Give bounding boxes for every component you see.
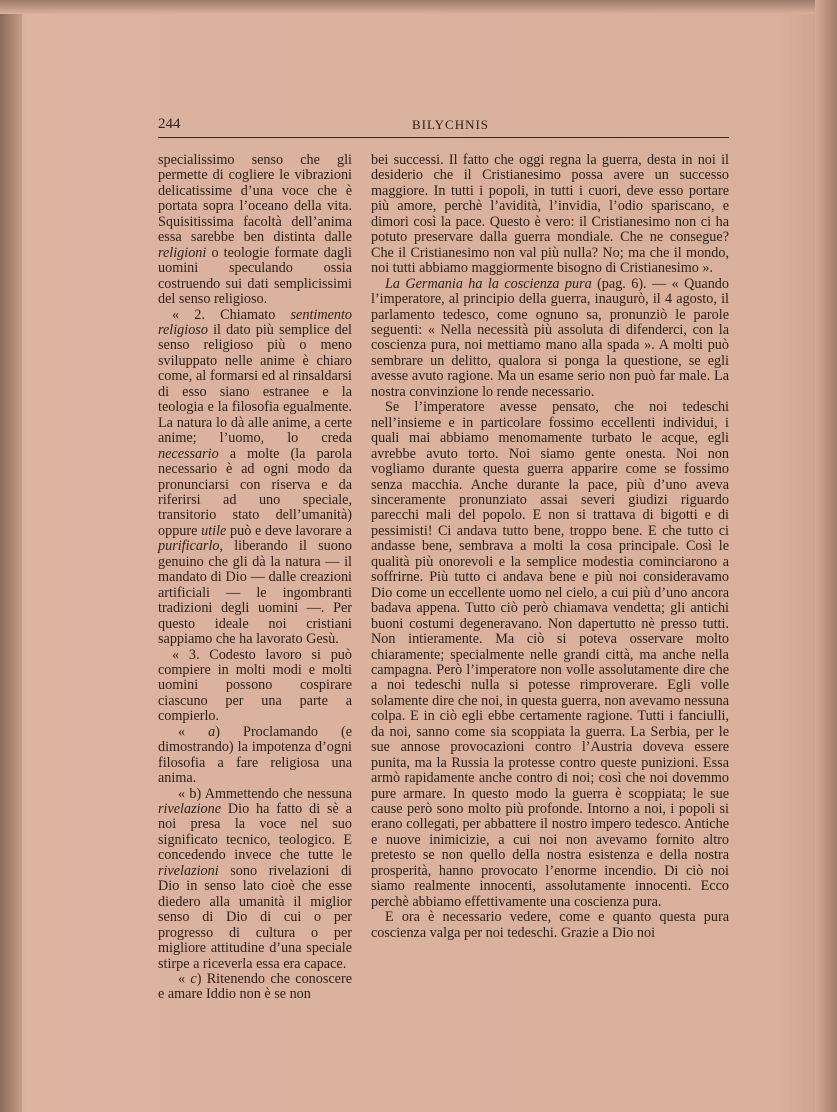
page-top-edge xyxy=(0,0,837,14)
page-header xyxy=(158,116,729,138)
paragraph: « 2. Chiamato sentimento religioso il dato più semplice del senso religioso più o meno sviluppato nelle anime è chiaro come, al formarsi ed al rinsaldarsi di esso siano estranee e la teologia e la filosofia egualmente. La natura lo dà alle anime, a certe anime; l’uomo, lo creda necessario a molte (la parola necessario è ad ogni modo da pronunciarsi con riserva e da riferirsi ad uno speciale, transitorio stato dell’umanità) oppure utile può e deve lavorare a purificarlo, liberando il suono genuino che gli dà la natura — il mandato di Dio — dalle creazioni artificiali — le ingombranti tradizioni degli uomini —. Per questo ideale noi cristiani sappiamo che ha lavorato Gesù. xyxy=(158,306,352,648)
running-title: BILYCHNIS xyxy=(412,117,490,132)
paragraph: Se l’imperatore avesse pensato, che noi tedeschi nell’insieme e in particolare fossimo eccellenti individui, i quali mai abbiamo menomamente turbato le acque, egli avrebbe avuto torto. Noi siamo gente onesta. Noi non vogliamo durante questa guerra apparire come se fossimo senza macchia. Anche durante la pace, più d’uno aveva sinceramente pronunziato assai severi giudizi riguardo parecchi mali del popolo. E non si trattava di bigotti e di pessimisti! Ci andava tutto bene, troppo bene. E che tutto ci andasse bene, sembrava a molti la cosa principale. Così le qualità più onorevoli e la semplice modestia cominciarono a soffrirne. Più tutto ci andava bene e più noi consideravamo Dio come un eccellente uomo nel cielo, a cui più d’uno ancora badava appena. Tutto ciò però chiamava vendetta; gli antichi buoni costumi degeneravano. Non dapertutto nè presso tutti. Non intieramente. Ma ciò si poteva osservare molto chiaramente; specialmente nelle grandi città, ma anche nella campagna. Però l’imperatore non volle assolutamente dire che a noi tedeschi nulla si potesse rimproverare. Egli volle solamente dire che noi, in questa guerra, non avevamo nessuna colpa. E in ciò egli ebbe certamente ragione. Tutti i fanciulli, da noi, sanno come sia scoppiata la guerra. La Serbia, per le sue annose provocazioni contro l’Austria doveva essere punita, ma la Russia la protesse contro queste punizioni. Essa armò rapidamente anche contro di noi; così che noi dovemmo pure armare. In questo modo la guerra è scoppiata; le sue cause però sono molto più profonde. Intorno a noi, i popoli si erano collegati, per abbattere il nostro impero tedesco. Antiche e nuove inimicizie, a cui noi non avevamo fornito altro pretesto se non quello della nostra esistenza e della nostra prosperità, hanno provocato l’enorme incendio. Di ciò noi siamo realmente innocenti, assolutamente innocenti. Ecco perchè abbiamo effettivamente una coscienza pura. xyxy=(371,399,729,910)
paragraph: E ora è necessario vedere, come e quanto questa pura coscienza valga per noi tedeschi. Grazie a Dio noi xyxy=(371,909,729,941)
left-column xyxy=(158,153,352,1003)
page-right-edge xyxy=(815,0,837,1112)
paragraph: specialissimo senso che gli permette di cogliere le vibrazioni delicatissime d’una voce che è portata sopra l’oceano della vita. Squisitissima facoltà dell’anima essa sarebbe ben distinta dalle religioni o teologie formate dagli uomini speculando ossia costruendo sui dati semplicissimi del senso religioso. xyxy=(158,152,352,308)
italic-span: utile xyxy=(201,522,227,539)
paragraph: La Germania ha la coscienza pura (pag. 6). — « Quando l’imperatore, al principio della guerra, inaugurò, il 4 agosto, il parlamento tedesco, come ognuno sa, pronunziò le parole seguenti: « Nella necessità più assoluta di difenderci, con la coscienza pura, noi mettiamo mano alla spada ». A molti può sembrare un delitto, qualora si ponga la questione, se egli avesse avuto ragione. Ma un esame serio non può far male. La nostra convinzione lo rende necessario. xyxy=(371,275,729,400)
right-column xyxy=(371,153,729,941)
paragraph: « b) Ammettendo che nessuna rivelazione Dio ha fatto di sè a noi presa la voce nel suo significato tecnico, teologico. E concedendo invece che tutte le rivelazioni sono rivelazioni di Dio in senso lato cioè che esse diedero alla umanità il miglior senso di Dio di cui o per progresso di cultura o per migliore attitudine d’una speciale stirpe a riceverla essa era capace. xyxy=(158,785,352,972)
italic-span: La Germania ha la coscienza pura xyxy=(385,275,592,292)
italic-span: necessario xyxy=(158,445,219,462)
book-binding xyxy=(0,0,22,1112)
header-rule xyxy=(158,137,729,138)
italic-span: sentimento religioso xyxy=(158,306,352,338)
page-number: 244 xyxy=(158,116,181,132)
italic-span: rivelazione xyxy=(158,801,222,818)
paragraph: « 3. Codesto lavoro si può compiere in molti modi e molti uomini possono cospirare ciascuno per una parte a compierlo. xyxy=(158,646,352,725)
paragraph: bei successi. Il fatto che oggi regna la guerra, desta in noi il desiderio che il Cristianesimo possa avere un successo maggiore. In tutti i popoli, in tutti i cuori, deve esso portare più amore, perchè l’avidità, l’invidia, l’odio spariscano, e dimori così la pace. Questo è vero: il Cristianesimo non ci ha potuto preservare dalla guerra mondiale. Che ne consegue? Che il Cristianesimo non val più nulla? No; ma che il mondo, noi tutti abbiamo maggiormente bisogno di Cristianesimo ». xyxy=(371,152,729,277)
italic-span: c xyxy=(190,971,197,988)
paragraph: « a) Proclamando (e dimostrando) la impotenza d’ogni filosofia a fare religiosa una anima. xyxy=(158,723,353,787)
italic-span: a xyxy=(208,723,216,740)
italic-span: rivelazioni xyxy=(158,862,219,879)
italic-span: purificarlo xyxy=(158,538,220,555)
paragraph: « c) Ritenendo che conoscere e amare Iddio non è se non xyxy=(158,971,353,1003)
italic-span: religioni xyxy=(158,244,207,261)
